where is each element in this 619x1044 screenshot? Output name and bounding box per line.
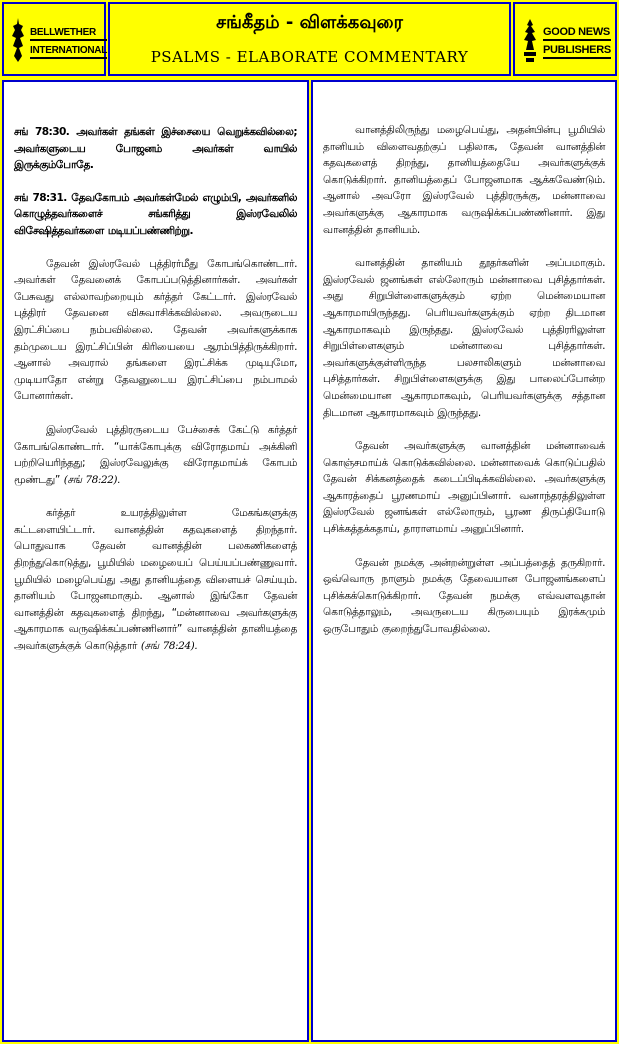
logo-line1: GOOD NEWS [543, 26, 611, 41]
paragraph-text: இஸ்ரவேல் புத்திரருடைய பேச்சைக் கேட்டு கர்த்தர் கோபங்கொண்டார். “யாக்கோபுக்கு விரோதமாய் அக்கினி பற்றியெரிந்தது; இஸ்ரவேலுக்கு விரோதமாய்க் கோபம் மூண்டது” [14, 423, 297, 486]
commentary-paragraph: வானத்திலிருந்து மழைபெய்து, அதன்பின்பு பூமியில் தானியம் விளைவதற்குப் பதிலாக, தேவன் வானத்தின் கதவுகளைத் திறந்து, தானியத்தையே அவர்களுக்குக் கொடுக்கிறார். தானியத்தைப் போஜனமாக ஆக்கவேண்டும். ஆனால் அவரோ இஸ்ரவேல் புத்திரருக்கு, மன்னாவை அவர்களுக்கு ஆகாரமாக வருஷிக்கப்பண்ணினார். இது வானத்தின் தானியம். [323, 124, 605, 236]
logo-line2: INTERNATIONAL [30, 44, 107, 59]
bellwether-logo-box [2, 2, 106, 76]
page-title-tamil: சங்கீதம் - விளக்கவுரை [216, 12, 403, 33]
commentary-paragraph [14, 422, 297, 488]
left-column [2, 80, 309, 1042]
logo-line2: PUBLISHERS [543, 44, 611, 59]
page-title-english: PSALMS - ELABORATE COMMENTARY [150, 48, 469, 66]
scripture-reference: (சங் 78:22). [63, 473, 120, 486]
bell-icon [10, 16, 26, 64]
title-box [108, 2, 511, 76]
commentary-paragraph: தேவன் நமக்கு அன்றன்றுள்ள அப்பத்தைத் தருகிறார். ஒவ்வொரு நாளும் நமக்கு தேவையான போஜனங்களைப் புசிக்கக்கொடுக்கிறார். தேவன் நமக்கு எவ்வளவுதான் கொடுத்தாலும், அவருடைய கிருபையும் இரக்கமும் ஒருபோதும் குறைந்துபோவதில்லை. [323, 556, 605, 636]
verse-78-31: சங் 78:31. தேவகோபம் அவர்கள்மேல் எழும்பி, அவர்களில் கொழுத்தவர்களைச் சங்கரித்து இஸ்ரவேலில் விசேஷித்தவர்களை மடியப்பண்ணிற்று. [14, 191, 297, 237]
scripture-reference: (சங் 78:24). [140, 640, 198, 653]
bellwether-logo [10, 14, 108, 66]
page-header [0, 0, 619, 80]
logo-line1: BELLWETHER [30, 26, 107, 41]
paragraph-text: கர்த்தர் உயரத்திலுள்ள மேகங்களுக்கு கட்டளையிட்டார். வானத்தின் கதவுகளைத் திறந்தார். பொதுவாக தேவன் வானத்தின் பலகணிகளைத் திறந்துகொடுத்து, பூமியில் மழையைப் பெய்யப்பண்ணுவார். பூமியில் மழைபெய்து அது தானியத்தை விளையச் செய்யும். தானியம் போஜனமாகும். ஆனால் இங்கோ தேவன் வானத்தின் கதவுகளைத் திறந்து, “மன்னாவை அவர்களுக்கு ஆகாரமாக வருஷிக்கப்பண்ணினார்” வானத்தின் தானியத்தை அவர்களுக்குக் கொடுத்தார் [14, 507, 297, 653]
right-column [311, 80, 617, 1042]
commentary-paragraph: தேவன் அவர்களுக்கு வானத்தின் மன்னாவைக் கொஞ்சமாய்க் கொடுக்கவில்லை. மன்னாவைக் கொடுப்பதில் தேவன் சிக்கனத்தைக் கடைப்பிடிக்கவில்லை. அவர்களுக்கு ஆகாரத்தைப் பூரணமாய் அனுப்பினார். வனாந்தரத்திலுள்ள இஸ்ரவேல் ஜனங்கள் எல்லோரும், பூரண திருப்தியோடு புசிக்கத்தக்கதாய், தாராளமாய் அனுப்பினார். [323, 440, 605, 536]
verse-78-30: சங் 78:30. அவர்கள் தங்கள் இச்சையை வெறுக்கவில்லை; அவர்களுடைய போஜனம் அவர்கள் வாயில் இருக்கும்போதே. [14, 126, 297, 172]
commentary-paragraph: வானத்தின் தானியம் தூதர்களின் அப்பமாகும். இஸ்ரவேல் ஜனங்கள் எல்லோரும் மன்னாவை புசித்தார்கள். அது சிறுபிள்ளைகளுக்கும் ஏற்ற மென்மையான ஆகாரமாயிருந்தது. பெரியவர்களுக்கும் ஏற்ற திடமான ஆகாரமாகவும் இருந்தது. இஸ்ரவேல் புத்திரரிலுள்ள சிறுபிள்ளைகளும் மன்னாவை புசித்தார்கள். அவர்களுக்குள்ளிருந்த பலசாலிகளும் மன்னாவை புசித்தார்கள். சிறுபிள்ளைகளுக்கு இது பாலைப்போன்ற மென்மையான ஆகாரமாகவும், பெரியவர்களுக்கு சத்தான திடமான ஆகாரமாகவும் இருந்தது. [323, 257, 605, 419]
commentary-paragraph: தேவன் இஸ்ரவேல் புத்திரர்மீது கோபங்கொண்டார். அவர்கள் தேவனைக் கோபப்படுத்தினார்கள். அவர்கள் பேசுவது எல்லாவற்றையும் கர்த்தர் கேட்டார். இஸ்ரவேல் புத்திரர் தேவனை விசுவாசிக்கவில்லை. அவருடைய இரட்சிப்பை நம்பவில்லை. தேவன் அவர்களுக்காக தம்முடைய இரட்சிப்பின் கிரியையை ஆரம்பித்திருக்கிறார். ஆனால் அவரால் தங்களை இரட்சிக்க முடியுமோ, முடியாதோ என்று தேவனுடைய இரட்சிப்பை நம்பாமல் போனார்கள். [14, 257, 297, 403]
good-news-logo [521, 14, 611, 66]
commentary-paragraph [14, 505, 297, 654]
lamp-icon [521, 16, 539, 64]
good-news-logo-box [513, 2, 617, 76]
